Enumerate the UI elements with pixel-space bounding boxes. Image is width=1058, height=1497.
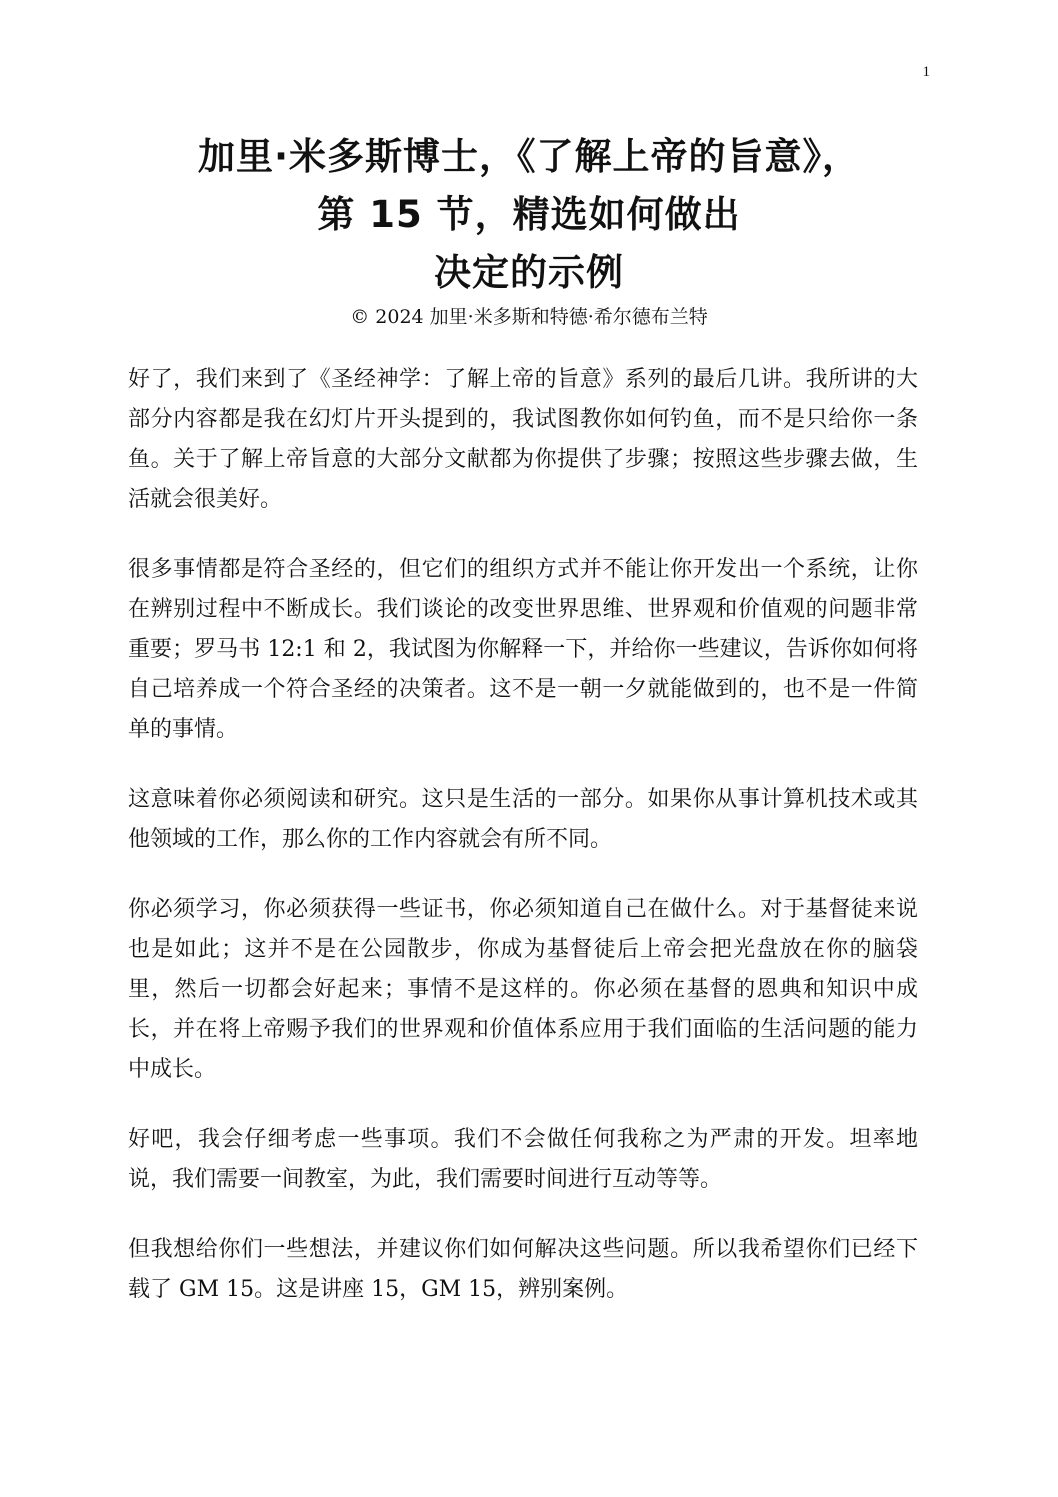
paragraph-4: 你必须学习，你必须获得一些证书，你必须知道自己在做什么。对于基督徒来说也是如此；这并不是在公园散步，你成为基督徒后上帝会把光盘放在你的脑袋里，然后一切都会好起来；事情不是这样的。你必须在基督的恩典和知识中成长，并在将上帝赐予我们的世界观和价值体系应用于我们面临的生活问题的能力中成长。 — [128, 897, 918, 1082]
page-number: 1 — [922, 64, 930, 80]
paragraph-1: 好了，我们来到了《圣经神学：了解上帝的旨意》系列的最后几讲。我所讲的大部分内容都是我在幻灯片开头提到的，我试图教你如何钓鱼，而不是只给你一条鱼。关于了解上帝旨意的大部分文献都为你提供了步骤；按照这些步骤去做，生活就会很美好。 — [128, 367, 918, 512]
title-line-2: 第 15 节，精选如何做出 — [317, 193, 741, 236]
title-line-3: 决定的示例 — [434, 251, 624, 294]
title-block — [0, 128, 1058, 330]
copyright-notice: © 2024 加里·米多斯和特德·希尔德布兰特 — [350, 306, 708, 328]
title-line-1: 加里·米多斯博士，《了解上帝的旨意》， — [197, 135, 861, 178]
paragraph-5: 好吧，我会仔细考虑一些事项。我们不会做任何我称之为严肃的开发。坦率地说，我们需要一间教室，为此，我们需要时间进行互动等等。 — [128, 1127, 918, 1192]
paragraph-2: 很多事情都是符合圣经的，但它们的组织方式并不能让你开发出一个系统，让你在辨别过程中不断成长。我们谈论的改变世界思维、世界观和价值观的问题非常重要；罗马书 12:1 和 2，我试图为你解释一下，并给你一些建议，告诉你如何将自己培养成一个符合圣经的决策者。这不是一朝一夕就能做到的，也不是一件简单的事情。 — [128, 557, 918, 742]
paragraph-3: 这意味着你必须阅读和研究。这只是生活的一部分。如果你从事计算机技术或其他领域的工作，那么你的工作内容就会有所不同。 — [128, 787, 918, 852]
body-text — [128, 360, 918, 1340]
paragraph-6: 但我想给你们一些想法，并建议你们如何解决这些问题。所以我希望你们已经下载了 GM 15。这是讲座 15，GM 15，辨别案例。 — [128, 1237, 918, 1302]
